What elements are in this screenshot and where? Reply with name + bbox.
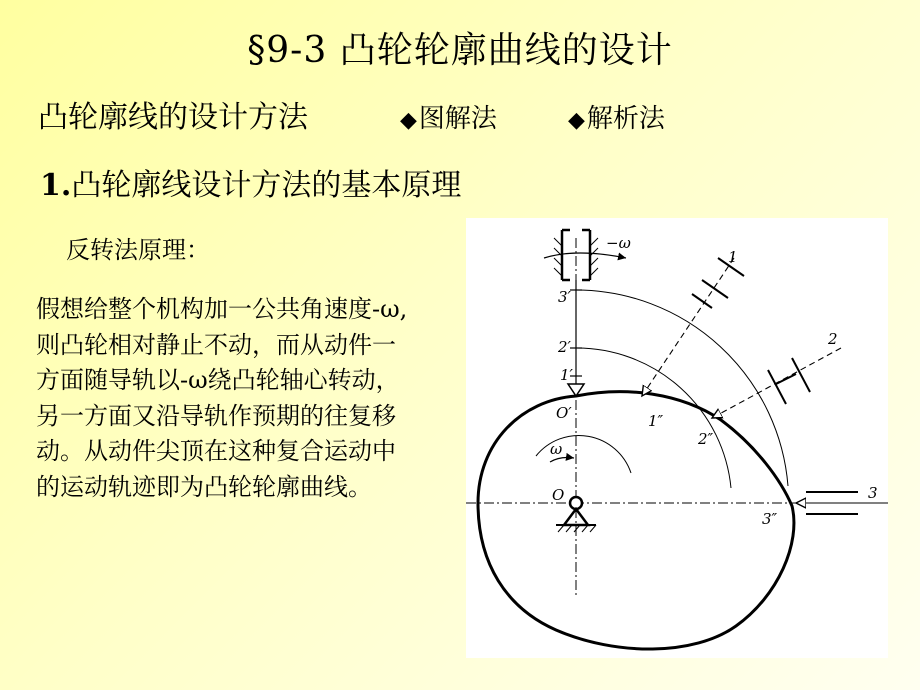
section-number: 1. <box>40 168 72 203</box>
section-heading-text: 凸轮廓线设计方法的基本原理 <box>71 168 462 203</box>
section-heading <box>40 160 461 204</box>
guide-rail-top <box>562 230 590 280</box>
guide-line-1 <box>642 258 734 396</box>
method-analytical <box>568 98 665 135</box>
diamond-bullet-icon: ◆ <box>400 108 417 133</box>
neg-omega-label: −ω <box>606 234 631 252</box>
subtitle: 凸轮廓线的设计方法 <box>38 100 308 135</box>
principle-label: 反转法原理： <box>66 236 210 264</box>
label-1-single: 1′ <box>560 366 573 384</box>
reference-arc-3 <box>576 290 788 486</box>
label-3-single: 3′ <box>558 288 571 306</box>
label-3-double: 3″ <box>762 510 778 528</box>
label-2-double: 2″ <box>698 430 714 448</box>
label-guide-1: 1 <box>728 248 738 266</box>
label-guide-3: 3 <box>868 484 878 502</box>
neg-omega-arrow <box>544 253 626 258</box>
omega-label: ω <box>550 440 563 458</box>
method-label: 图解法 <box>418 104 497 134</box>
cam-diagram-panel <box>466 218 888 658</box>
pivot-label: O <box>552 486 565 504</box>
cam-profile <box>478 392 794 649</box>
label-contact-point: O′ <box>556 404 572 422</box>
method-graphical <box>400 98 497 135</box>
label-guide-2: 2 <box>828 330 838 348</box>
guide-rail-2 <box>768 358 810 404</box>
body-text: 假想给整个机构加一公共角速度-ω,则凸轮相对静止不动，而从动件一方面随导轨以-ω绕凸轮轴心转动，另一方面又沿导轨作预期的往复移动。从动件尖顶在这种复合运动中的运动轨迹即为凸轮轮廓曲线。 <box>36 295 408 501</box>
label-1-double: 1″ <box>648 412 664 430</box>
cam-diagram <box>466 218 888 658</box>
slide-title: §9-3 凸轮轮廓曲线的设计 <box>247 30 673 71</box>
diamond-bullet-icon: ◆ <box>568 108 585 133</box>
omega-arrow <box>550 458 574 463</box>
method-label: 解析法 <box>586 104 665 134</box>
label-2-single: 2′ <box>558 338 571 356</box>
